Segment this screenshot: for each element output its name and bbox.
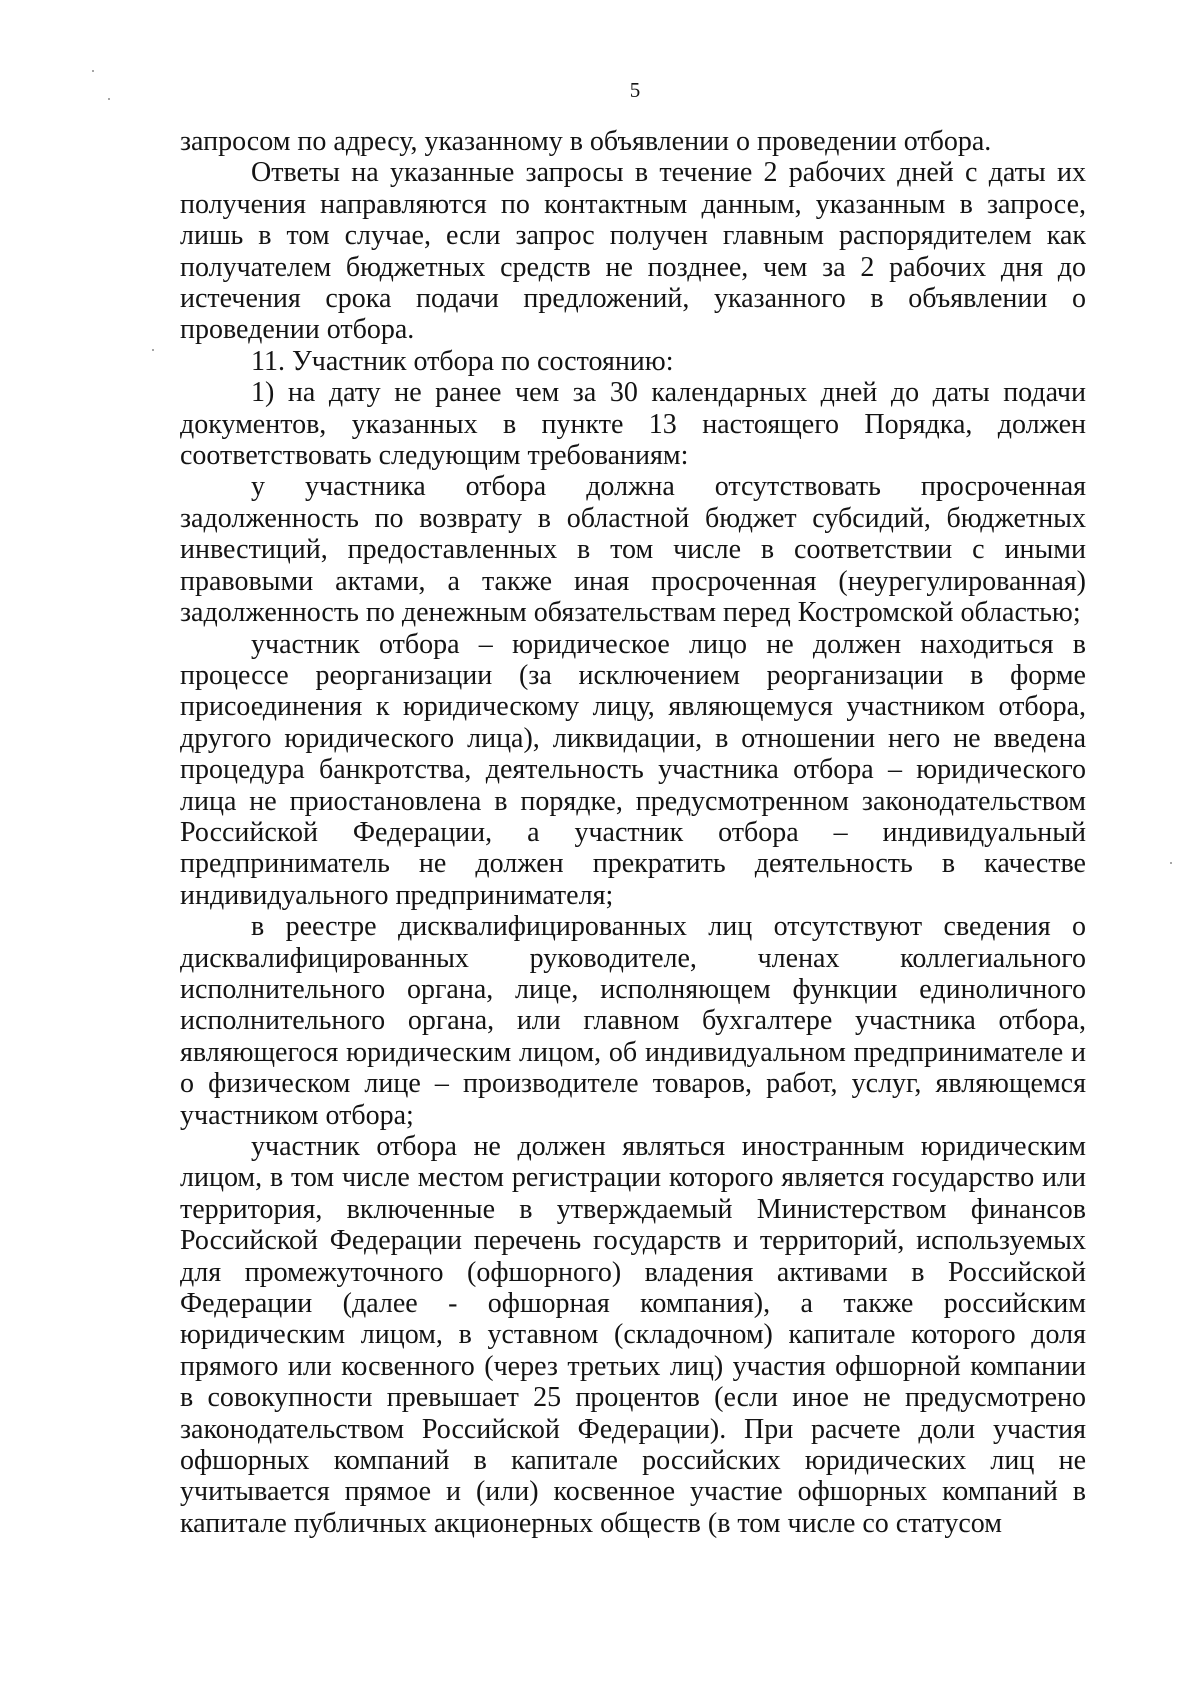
- paragraph: Ответы на указанные запросы в течение 2 рабочих дней с даты их получения направляются по контактным данным, указанным в запросе, лишь в том случае, если запрос получен главным распорядителем как получателем бюджетных средств не позднее, чем за 2 рабочих дня до истечения срока подачи предложений, указанного в объявлении о проведении отбора.: [180, 157, 1086, 346]
- page-number: 5: [629, 78, 641, 102]
- paragraph: 1) на дату не ранее чем за 30 календарных дней до даты подачи документов, указанных в пункте 13 настоящего Порядка, должен соответствовать следующим требованиям:: [180, 377, 1086, 472]
- paragraph: в реестре дисквалифицированных лиц отсутствуют сведения о дисквалифицированных руководителе, членах коллегиального исполнительного органа, лице, исполняющем функции единоличного исполнительного органа, или главном бухгалтере участника отбора, являющегося юридическим лицом, об индивидуальном предпринимателе и о физическом лице – производителе товаров, работ, услуг, являющемся участником отбора;: [180, 911, 1086, 1131]
- scan-speck: [152, 349, 154, 351]
- paragraph: запросом по адресу, указанному в объявлении о проведении отбора.: [180, 126, 992, 157]
- scan-speck: [1170, 862, 1172, 864]
- scan-speck: [92, 70, 94, 72]
- paragraph: участник отбора не должен являться иностранным юридическим лицом, в том числе местом регистрации которого является государство или территория, включенные в утверждаемый Министерством финансов Российской Федерации перечень государств и территорий, используемых для промежуточного (офшорного) владения активами в Российской Федерации (далее - офшорная компания), а также российским юридическим лицом, в уставном (складочном) капитале которого доля прямого или косвенного (через третьих лиц) участия офшорной компании в совокупности превышает 25 процентов (если иное не предусмотрено законодательством Российской Федерации). При расчете доли участия офшорных компаний в капитале российских юридических лиц не учитывается прямое и (или) косвенное участие офшорных компаний в капитале публичных акционерных обществ (в том числе со статусом: [180, 1131, 1086, 1539]
- paragraph: 11. Участник отбора по состоянию:: [251, 345, 674, 377]
- document-body: [180, 126, 1086, 1539]
- paragraph: участник отбора – юридическое лицо не должен находиться в процессе реорганизации (за исключением реорганизации в форме присоединения к юридическому лицу, являющемуся участником отбора, другого юридического лица), ликвидации, в отношении него не введена процедура банкротства, деятельность участника отбора – юридического лица не приостановлена в порядке, предусмотренном законодательством Российской Федерации, а участник отбора – индивидуальный предприниматель не должен прекратить деятельность в качестве индивидуального предпринимателя;: [180, 628, 1086, 911]
- paragraph: у участника отбора должна отсутствовать просроченная задолженность по возврату в областной бюджет субсидий, бюджетных инвестиций, предоставленных в том числе в соответствии с иными правовыми актами, а также иная просроченная (неурегулированная) задолженность по денежным обязательствам перед Костромской областью;: [180, 471, 1086, 629]
